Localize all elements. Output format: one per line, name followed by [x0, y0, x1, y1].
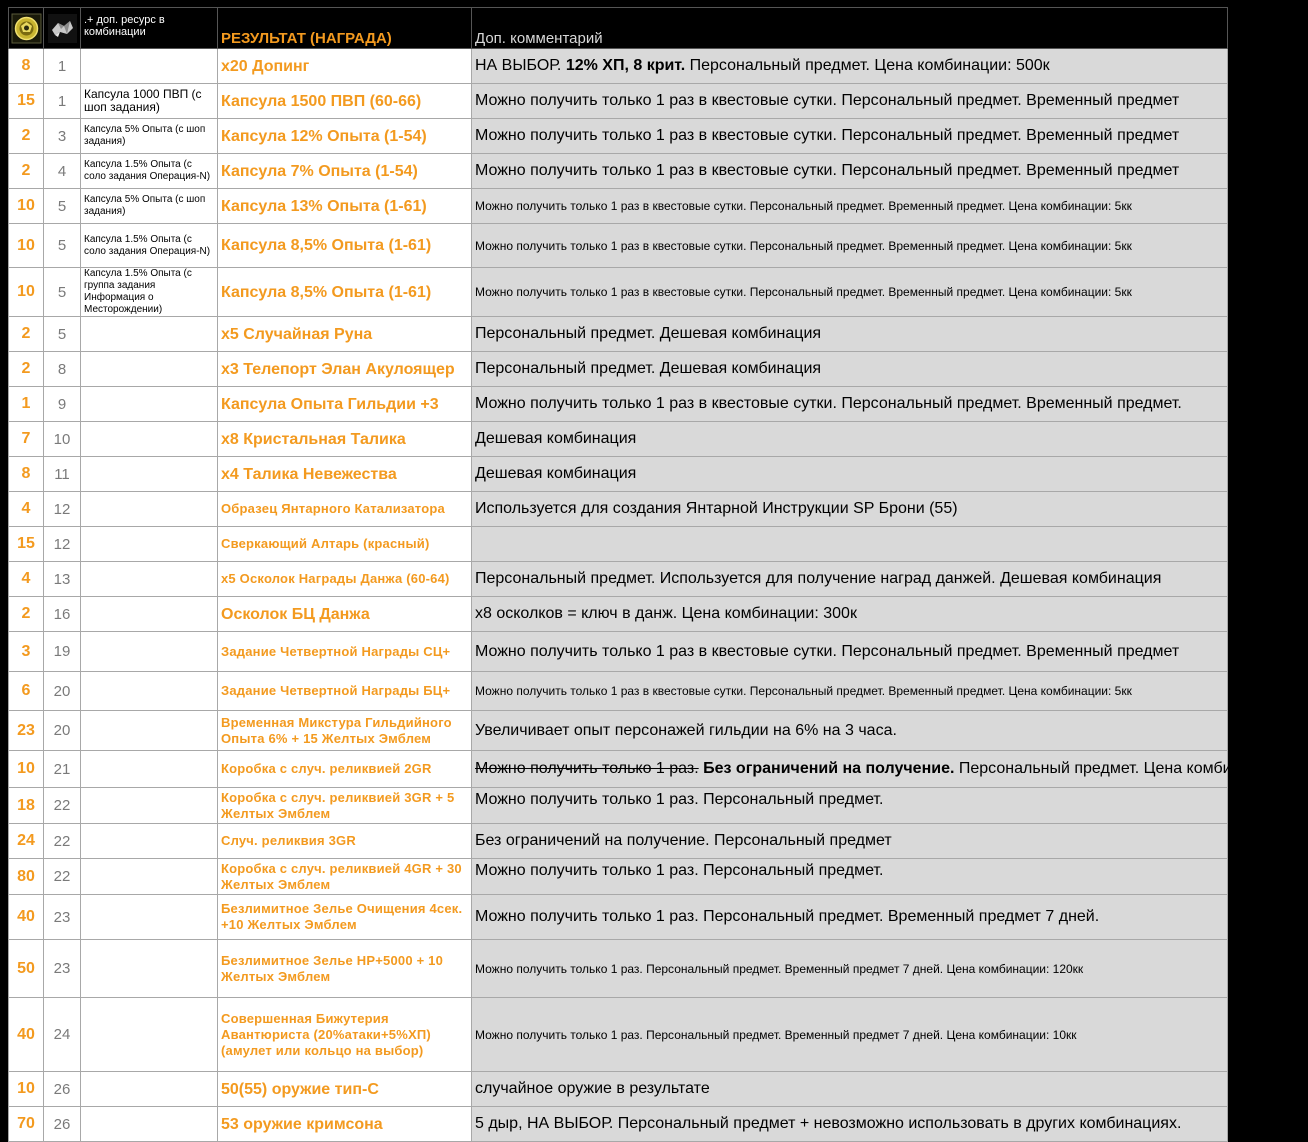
comment-cell: Используется для создания Янтарной Инструкции SP Брони (55)	[472, 492, 1228, 527]
shard-cost-cell: 3	[44, 119, 81, 154]
header-cell-icon1	[9, 8, 44, 49]
shard-cost-cell: 5	[44, 268, 81, 317]
extra-resource-cell	[81, 352, 218, 387]
reward-cell: x8 Кристальная Талика	[218, 422, 472, 457]
comment-cell	[472, 49, 1228, 84]
shard-cost-cell: 22	[44, 788, 81, 824]
gold-cost-cell: 10	[9, 224, 44, 268]
extra-resource-cell	[81, 562, 218, 597]
gold-cost-cell: 8	[9, 49, 44, 84]
table-row	[9, 387, 1228, 422]
gold-cost-cell: 50	[9, 940, 44, 998]
reward-cell: Капсула 13% Опыта (1-61)	[218, 189, 472, 224]
shard-cost-cell: 12	[44, 492, 81, 527]
reward-cell: x4 Талика Невежества	[218, 457, 472, 492]
header-extra-resource: .+ доп. ресурс в комбинации	[81, 8, 218, 49]
table-row	[9, 751, 1228, 788]
comment-bold: 12% ХП, 8 крит.	[565, 57, 686, 74]
gold-cost-cell: 10	[9, 1072, 44, 1107]
extra-resource-cell	[81, 751, 218, 788]
table-row	[9, 859, 1228, 895]
extra-resource-cell	[81, 597, 218, 632]
shard-cost-cell: 8	[44, 352, 81, 387]
comment-plain: Персональный предмет. Цена комбинации: 500к	[685, 57, 1050, 74]
extra-resource-cell: Капсула 1000 ПВП (с шоп задания)	[81, 84, 218, 119]
shard-cost-cell: 1	[44, 84, 81, 119]
shard-cost-cell: 21	[44, 751, 81, 788]
gold-cost-cell: 10	[9, 268, 44, 317]
comment-cell: случайное оружие в результате	[472, 1072, 1228, 1107]
extra-resource-cell: Капсула 1.5% Опыта (с группа задания Информация о Месторождении)	[81, 268, 218, 317]
extra-resource-cell: Капсула 5% Опыта (с шоп задания)	[81, 119, 218, 154]
reward-cell: Коробка с случ. реликвией 4GR + 30 Желтых Эмблем	[218, 859, 472, 895]
table-row	[9, 895, 1228, 940]
comment-cell: Персональный предмет. Дешевая комбинация	[472, 317, 1228, 352]
gold-cost-cell: 8	[9, 457, 44, 492]
shard-cost-cell: 20	[44, 672, 81, 711]
comment-cell: Можно получить только 1 раз в квестовые сутки. Персональный предмет. Временный предмет	[472, 84, 1228, 119]
table-row	[9, 189, 1228, 224]
reward-cell: Коробка с случ. реликвией 3GR + 5 Желтых Эмблем	[218, 788, 472, 824]
reward-cell: Капсула 8,5% Опыта (1-61)	[218, 224, 472, 268]
comment-cell: Увеличивает опыт персонажей гильдии на 6% на 3 часа.	[472, 711, 1228, 751]
gold-cost-cell: 6	[9, 672, 44, 711]
reward-table	[8, 7, 1308, 1142]
table-row	[9, 352, 1228, 387]
shard-cost-cell: 11	[44, 457, 81, 492]
shard-cost-cell: 16	[44, 597, 81, 632]
extra-resource-cell	[81, 492, 218, 527]
header-row	[9, 8, 1228, 49]
comment-plain: Персональный предмет. Цена комбинации: 3кк	[954, 760, 1308, 777]
reward-cell: Совершенная Бижутерия Авантюриста (20%атаки+5%ХП)(амулет или кольцо на выбор)	[218, 998, 472, 1072]
shard-cost-cell: 10	[44, 422, 81, 457]
gold-coin-emblem-icon	[12, 14, 41, 43]
table-row	[9, 457, 1228, 492]
reward-cell: Осколок БЦ Данжа	[218, 597, 472, 632]
comment-cell: Можно получить только 1 раз в квестовые сутки. Персональный предмет. Временный предмет.	[472, 387, 1228, 422]
extra-resource-cell	[81, 824, 218, 859]
reward-cell: Капсула Опыта Гильдии +3	[218, 387, 472, 422]
extra-resource-cell	[81, 317, 218, 352]
comment-cell: Можно получить только 1 раз в квестовые сутки. Персональный предмет. Временный предмет	[472, 154, 1228, 189]
shard-cost-cell: 26	[44, 1072, 81, 1107]
table-row	[9, 597, 1228, 632]
gold-cost-cell: 4	[9, 562, 44, 597]
comment-cell: Дешевая комбинация	[472, 457, 1228, 492]
extra-resource-cell	[81, 788, 218, 824]
gold-cost-cell: 40	[9, 998, 44, 1072]
reward-cell: Образец Янтарного Катализатора	[218, 492, 472, 527]
extra-resource-cell	[81, 998, 218, 1072]
table-row	[9, 317, 1228, 352]
gold-cost-cell: 7	[9, 422, 44, 457]
reward-cell: Коробка с случ. реликвией 2GR	[218, 751, 472, 788]
extra-resource-cell: Капсула 1.5% Опыта (с соло задания Операция-N)	[81, 154, 218, 189]
extra-resource-cell	[81, 422, 218, 457]
shard-cost-cell: 19	[44, 632, 81, 672]
gold-cost-cell: 2	[9, 154, 44, 189]
comment-cell: Можно получить только 1 раз в квестовые сутки. Персональный предмет. Временный предмет. Цена комбинации: 5кк	[472, 189, 1228, 224]
extra-resource-cell	[81, 940, 218, 998]
comment-cell: Дешевая комбинация	[472, 422, 1228, 457]
reward-cell: Капсула 7% Опыта (1-54)	[218, 154, 472, 189]
shard-cost-cell: 23	[44, 940, 81, 998]
gold-cost-cell: 1	[9, 387, 44, 422]
shard-cost-cell: 9	[44, 387, 81, 422]
table-row	[9, 998, 1228, 1072]
comment-cell: Можно получить только 1 раз в квестовые сутки. Персональный предмет. Временный предмет	[472, 119, 1228, 154]
header-comment: Доп. комментарий	[472, 8, 1228, 49]
shard-cost-cell: 5	[44, 189, 81, 224]
gold-cost-cell: 80	[9, 859, 44, 895]
extra-resource-cell	[81, 1107, 218, 1142]
shard-cost-cell: 26	[44, 1107, 81, 1142]
comment-bold: Без ограничений на получение.	[698, 760, 955, 777]
comment-cell: Можно получить только 1 раз. Персональный предмет.	[472, 788, 1228, 824]
gold-cost-cell: 3	[9, 632, 44, 672]
extra-resource-cell	[81, 457, 218, 492]
extra-resource-cell: Капсула 1.5% Опыта (с соло задания Операция-N)	[81, 224, 218, 268]
reward-cell: Капсула 1500 ПВП (60-66)	[218, 84, 472, 119]
table-row	[9, 154, 1228, 189]
shard-cost-cell: 13	[44, 562, 81, 597]
gold-cost-cell: 23	[9, 711, 44, 751]
reward-cell: Задание Четвертной Награды БЦ+	[218, 672, 472, 711]
reward-cell: 50(55) оружие тип-С	[218, 1072, 472, 1107]
extra-resource-cell	[81, 895, 218, 940]
table-row	[9, 119, 1228, 154]
gold-cost-cell: 70	[9, 1107, 44, 1142]
table-row	[9, 492, 1228, 527]
gold-cost-cell: 24	[9, 824, 44, 859]
comment-cell: Можно получить только 1 раз в квестовые сутки. Персональный предмет. Временный предмет. Цена комбинации: 5кк	[472, 268, 1228, 317]
shard-cost-cell: 24	[44, 998, 81, 1072]
reward-cell: Безлимитное Зелье HP+5000 + 10 Желтых Эмблем	[218, 940, 472, 998]
extra-resource-cell	[81, 387, 218, 422]
shard-cost-cell: 12	[44, 527, 81, 562]
comment-plain: НА ВЫБОР.	[475, 57, 566, 74]
header-cell-icon2	[44, 8, 81, 49]
reward-cell: Капсула 8,5% Опыта (1-61)	[218, 268, 472, 317]
reward-cell: Безлимитное Зелье Очищения 4сек. +10 Желтых Эмблем	[218, 895, 472, 940]
comment-cell: 5 дыр, НА ВЫБОР. Персональный предмет + невозможно использовать в других комбинациях.	[472, 1107, 1228, 1142]
reward-cell: x20 Допинг	[218, 49, 472, 84]
table-row	[9, 711, 1228, 751]
extra-resource-cell	[81, 859, 218, 895]
comment-cell: Можно получить только 1 раз. Персональный предмет. Временный предмет 7 дней. Цена комбинации: 10кк	[472, 998, 1228, 1072]
reward-cell: 53 оружие кримсона	[218, 1107, 472, 1142]
shard-cost-cell: 5	[44, 224, 81, 268]
extra-resource-cell	[81, 672, 218, 711]
gold-cost-cell: 10	[9, 751, 44, 788]
table-row	[9, 940, 1228, 998]
extra-resource-cell	[81, 1072, 218, 1107]
reward-cell: x5 Случайная Руна	[218, 317, 472, 352]
comment-cell: Можно получить только 1 раз. Персональный предмет. Временный предмет 7 дней. Цена комбинации: 120кк	[472, 940, 1228, 998]
table-row	[9, 224, 1228, 268]
gold-cost-cell: 2	[9, 597, 44, 632]
comment-cell: Можно получить только 1 раз в квестовые сутки. Персональный предмет. Временный предмет. Цена комбинации: 5кк	[472, 672, 1228, 711]
header-result: РЕЗУЛЬТАТ (НАГРАДА)	[218, 8, 472, 49]
reward-cell: Капсула 12% Опыта (1-54)	[218, 119, 472, 154]
shard-cost-cell: 1	[44, 49, 81, 84]
gold-cost-cell: 10	[9, 189, 44, 224]
gold-cost-cell: 18	[9, 788, 44, 824]
comment-cell: x8 осколков = ключ в данж. Цена комбинации: 300к	[472, 597, 1228, 632]
reward-cell: x3 Телепорт Элан Акулоящер	[218, 352, 472, 387]
gold-cost-cell: 2	[9, 317, 44, 352]
gold-cost-cell: 4	[9, 492, 44, 527]
shard-cost-cell: 20	[44, 711, 81, 751]
reward-cell: Задание Четвертной Награды СЦ+	[218, 632, 472, 672]
comment-cell	[472, 527, 1228, 562]
table-row	[9, 49, 1228, 84]
table-row	[9, 422, 1228, 457]
gold-cost-cell: 2	[9, 352, 44, 387]
table-row	[9, 632, 1228, 672]
shard-cost-cell: 22	[44, 859, 81, 895]
comment-cell: Можно получить только 1 раз в квестовые сутки. Персональный предмет. Временный предмет	[472, 632, 1228, 672]
comment-cell: Персональный предмет. Дешевая комбинация	[472, 352, 1228, 387]
table-row	[9, 1072, 1228, 1107]
extra-resource-cell	[81, 527, 218, 562]
reward-cell: Временная Микстура Гильдийного Опыта 6% + 15 Желтых Эмблем	[218, 711, 472, 751]
table-row	[9, 562, 1228, 597]
table-row	[9, 527, 1228, 562]
extra-resource-cell: Капсула 5% Опыта (с шоп задания)	[81, 189, 218, 224]
extra-resource-cell	[81, 711, 218, 751]
extra-resource-cell	[81, 632, 218, 672]
gold-cost-cell: 40	[9, 895, 44, 940]
comment-cell: Можно получить только 1 раз. Персональный предмет.	[472, 859, 1228, 895]
crystal-shard-icon	[48, 14, 77, 43]
table-row	[9, 84, 1228, 119]
comment-cell: Без ограничений на получение. Персональный предмет	[472, 824, 1228, 859]
shard-cost-cell: 23	[44, 895, 81, 940]
shard-cost-cell: 5	[44, 317, 81, 352]
comment-cell: Персональный предмет. Используется для получение наград данжей. Дешевая комбинация	[472, 562, 1228, 597]
comment-strike: Можно получить только 1 раз.	[475, 760, 699, 777]
shard-cost-cell: 4	[44, 154, 81, 189]
extra-resource-cell	[81, 49, 218, 84]
comment-cell	[472, 751, 1308, 788]
comment-cell: Можно получить только 1 раз. Персональный предмет. Временный предмет 7 дней.	[472, 895, 1228, 940]
table-row	[9, 788, 1228, 824]
gold-cost-cell: 15	[9, 527, 44, 562]
shard-cost-cell: 22	[44, 824, 81, 859]
gold-cost-cell: 2	[9, 119, 44, 154]
gold-cost-cell: 15	[9, 84, 44, 119]
reward-cell: Сверкающий Алтарь (красный)	[218, 527, 472, 562]
reward-cell: x5 Осколок Награды Данжа (60-64)	[218, 562, 472, 597]
table-row	[9, 672, 1228, 711]
comment-cell: Можно получить только 1 раз в квестовые сутки. Персональный предмет. Временный предмет. Цена комбинации: 5кк	[472, 224, 1228, 268]
reward-cell: Случ. реликвия 3GR	[218, 824, 472, 859]
table-row	[9, 268, 1228, 317]
table-row	[9, 824, 1228, 859]
table-row	[9, 1107, 1228, 1142]
